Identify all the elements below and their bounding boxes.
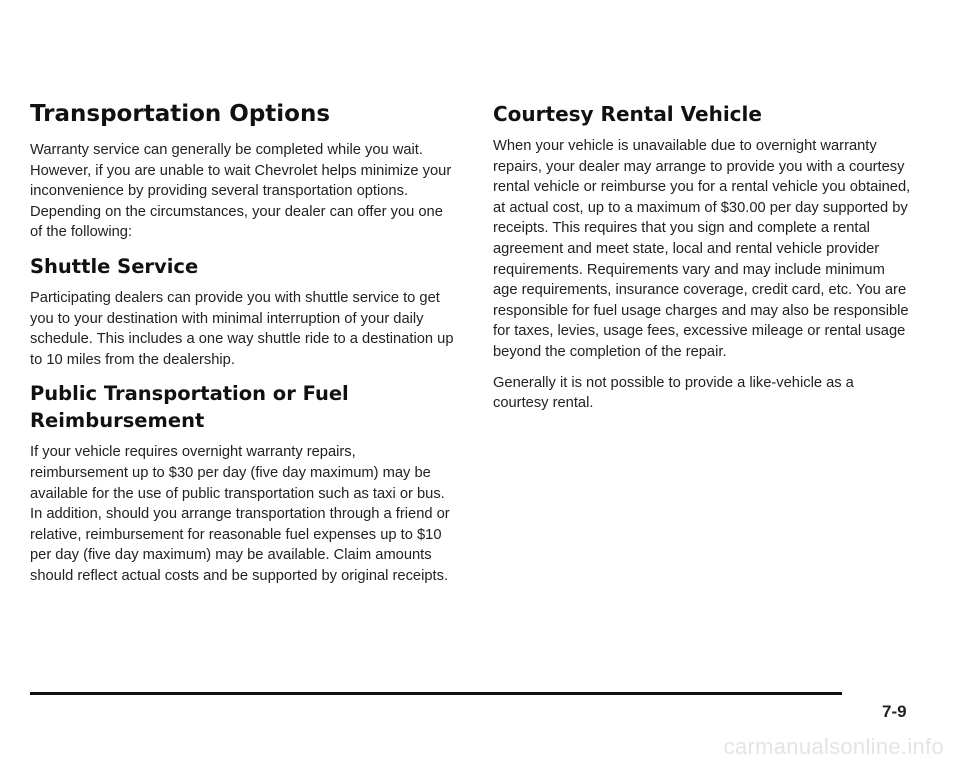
footer-divider [30, 692, 842, 695]
watermark-text: carmanualsonline.info [723, 734, 944, 759]
transportation-options-intro: Warranty service can generally be completed while you wait. However, if you are unable to wait Chevrolet helps minimize your inconvenience by providing several transportation options. Depending on the circumstances, your dealer can offer you one of the following: [30, 142, 452, 241]
right-column [493, 100, 913, 424]
shuttle-service-heading: Shuttle Service [30, 254, 199, 278]
public-transportation-text: If your vehicle requires overnight warranty repairs, reimbursement up to $30 per day (five day maximum) may be available for the use of public transportation such as taxi or bus. In addition, should you arrange transportation through a friend or relative, reimbursement for reasonable fuel expenses up to $10 per day (five day maximum) may be available. Claim amounts should reflect actual costs and be supported by original receipts. [30, 444, 450, 584]
public-transportation-heading: Public Transportation or Fuel Reimbursement [30, 382, 349, 433]
shuttle-service-text: Participating dealers can provide you with shuttle service to get you to your destination with minimal interruption of your daily schedule. This includes a one way shuttle ride to a destination up to 10 miles from the dealership. [30, 289, 454, 368]
left-column [30, 100, 455, 597]
courtesy-rental-paragraph-1: When your vehicle is unavailable due to overnight warranty repairs, your dealer may arrange to provide you with a courtesy rental vehicle or reimburse you for a rental vehicle you obtained, at actual cost, up to a maximum of $30.00 per day supported by receipts. This requires that you sign and complete a rental agreement and meet state, local and rental vehicle provider requirements. Requirements vary and may include minimum age requirements, insurance coverage, credit card, etc. You are responsible for fuel usage charges and may also be responsible for taxes, levies, usage fees, excessive mileage or rental usage beyond the completion of the repair. [493, 138, 911, 360]
courtesy-rental-paragraph-2: Generally it is not possible to provide a like-vehicle as a courtesy rental. [493, 374, 854, 412]
courtesy-rental-heading: Courtesy Rental Vehicle [493, 102, 762, 126]
transportation-options-heading: Transportation Options [30, 101, 331, 127]
page-number: 7-9 [882, 702, 907, 721]
